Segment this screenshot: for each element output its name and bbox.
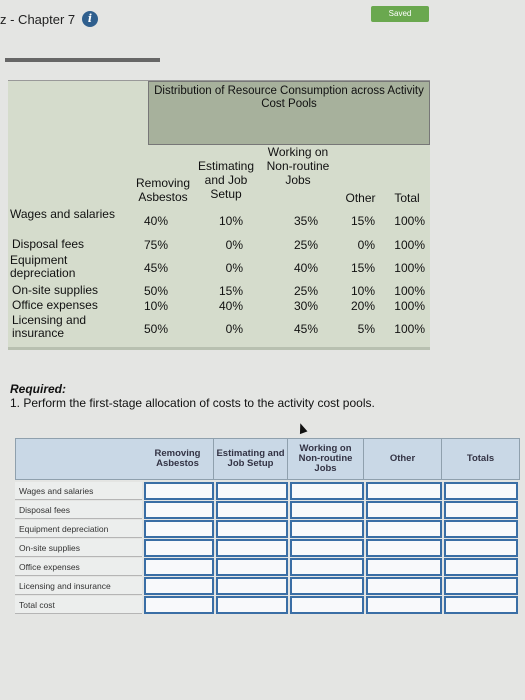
table-cell: 30%: [293, 299, 318, 313]
table-cell: 15%: [350, 261, 375, 275]
grid-input-cell[interactable]: [144, 558, 214, 576]
grid-input-cell[interactable]: [444, 482, 518, 500]
grid-row-label-office-expenses: Office expenses: [15, 558, 142, 576]
table-cell: 75%: [143, 238, 168, 252]
grid-column-header-estimating-job-setup: Estimating and Job Setup: [214, 438, 288, 480]
table-cell: 10%: [218, 214, 243, 228]
grid-input-cell[interactable]: [216, 577, 288, 595]
table-cell: 100%: [394, 284, 425, 298]
grid-column-header-removing-asbestos: Removing Asbestos: [142, 438, 214, 480]
grid-input-cell[interactable]: [366, 577, 442, 595]
saved-status-badge: Saved: [371, 6, 429, 22]
table-bottom-divider: [8, 347, 430, 350]
grid-column-header-non-routine-jobs: Working on Non-routine Jobs: [288, 438, 364, 480]
grid-column-header-totals: Totals: [442, 438, 520, 480]
grid-input-cell[interactable]: [444, 501, 518, 519]
table-cell: 15%: [218, 284, 243, 298]
table-cell: 100%: [394, 299, 425, 313]
grid-input-cell[interactable]: [366, 482, 442, 500]
allocation-answer-grid: [15, 438, 520, 618]
row-label-office-expenses: Office expenses: [12, 298, 98, 312]
grid-row-label-licensing-and-insurance: Licensing and insurance: [15, 577, 142, 595]
grid-row-label-equipment-depreciation: Equipment depreciation: [15, 520, 142, 538]
table-cell: 25%: [293, 238, 318, 252]
column-header-removing-asbestos: Removing Asbestos: [135, 176, 191, 204]
grid-row-label-disposal-fees: Disposal fees: [15, 501, 142, 519]
grid-input-cell[interactable]: [290, 596, 364, 614]
section-divider: [5, 58, 160, 62]
row-label-wages-and-salaries: Wages and salaries: [10, 207, 115, 221]
table-cell: 5%: [357, 322, 375, 336]
required-instruction: 1. Perform the first-stage allocation of costs to the activity cost pools.: [10, 396, 375, 410]
table-cell: 15%: [350, 214, 375, 228]
column-header-non-routine-jobs: Working on Non-routine Jobs: [266, 145, 330, 187]
table-cell: 20%: [350, 299, 375, 313]
grid-input-cell[interactable]: [444, 539, 518, 557]
table-cell: 0%: [357, 238, 375, 252]
table-cell: 0%: [225, 261, 243, 275]
grid-input-cell[interactable]: [444, 577, 518, 595]
resource-distribution-table: [8, 80, 430, 350]
table-title: Distribution of Resource Consumption across Activity Cost Pools: [154, 85, 424, 110]
grid-input-cell[interactable]: [216, 596, 288, 614]
grid-input-cell[interactable]: [290, 558, 364, 576]
grid-input-cell[interactable]: [366, 520, 442, 538]
grid-input-cell[interactable]: [216, 558, 288, 576]
table-cell: 100%: [394, 261, 425, 275]
grid-input-cell[interactable]: [366, 596, 442, 614]
table-cell: 50%: [143, 322, 168, 336]
row-label-licensing-and-insurance: Licensing and insurance: [12, 313, 87, 340]
table-title-header: [148, 81, 430, 145]
table-cell: 10%: [350, 284, 375, 298]
table-cell: 0%: [225, 322, 243, 336]
grid-input-cell[interactable]: [290, 501, 364, 519]
column-header-total: Total: [394, 191, 420, 205]
grid-input-cell[interactable]: [444, 596, 518, 614]
table-cell: 50%: [143, 284, 168, 298]
info-icon[interactable]: i: [82, 11, 98, 27]
grid-input-cell[interactable]: [144, 520, 214, 538]
grid-input-cell[interactable]: [290, 577, 364, 595]
grid-input-cell[interactable]: [290, 539, 364, 557]
grid-input-cell[interactable]: [366, 539, 442, 557]
table-cell: 10%: [143, 299, 168, 313]
grid-input-cell[interactable]: [216, 520, 288, 538]
grid-column-header-other: Other: [364, 438, 442, 480]
grid-input-cell[interactable]: [216, 501, 288, 519]
grid-input-cell[interactable]: [290, 482, 364, 500]
table-cell: 0%: [225, 238, 243, 252]
grid-input-cell[interactable]: [444, 558, 518, 576]
grid-input-cell[interactable]: [144, 577, 214, 595]
table-cell: 35%: [293, 214, 318, 228]
required-label: Required:: [10, 382, 67, 396]
grid-input-cell[interactable]: [366, 501, 442, 519]
grid-row-label-on-site-supplies: On-site supplies: [15, 539, 142, 557]
grid-row-label-total-cost: Total cost: [15, 596, 142, 614]
grid-input-cell[interactable]: [216, 482, 288, 500]
row-label-disposal-fees: Disposal fees: [12, 237, 85, 251]
grid-input-cell[interactable]: [216, 539, 288, 557]
row-label-on-site-supplies: On-site supplies: [12, 283, 99, 297]
grid-input-cell[interactable]: [144, 501, 214, 519]
table-cell: 25%: [293, 284, 318, 298]
grid-input-cell[interactable]: [144, 539, 214, 557]
grid-input-cell[interactable]: [144, 482, 214, 500]
table-cell: 100%: [394, 214, 425, 228]
table-cell: 45%: [293, 322, 318, 336]
row-label-equipment-depreciation: Equipment depreciation: [10, 253, 76, 280]
column-header-other: Other: [345, 191, 376, 205]
mouse-cursor-icon: [297, 422, 308, 434]
grid-input-cell[interactable]: [290, 520, 364, 538]
chapter-title: z - Chapter 7: [0, 12, 76, 27]
table-cell: 100%: [394, 238, 425, 252]
column-header-estimating-job-setup: Estimating and Job Setup: [197, 159, 255, 201]
grid-input-cell[interactable]: [144, 596, 214, 614]
table-cell: 40%: [218, 299, 243, 313]
grid-input-cell[interactable]: [444, 520, 518, 538]
table-cell: 100%: [394, 322, 425, 336]
table-cell: 45%: [143, 261, 168, 275]
grid-row-label-wages-and-salaries: Wages and salaries: [15, 482, 142, 500]
grid-input-cell[interactable]: [366, 558, 442, 576]
table-cell: 40%: [143, 214, 168, 228]
table-cell: 40%: [293, 261, 318, 275]
